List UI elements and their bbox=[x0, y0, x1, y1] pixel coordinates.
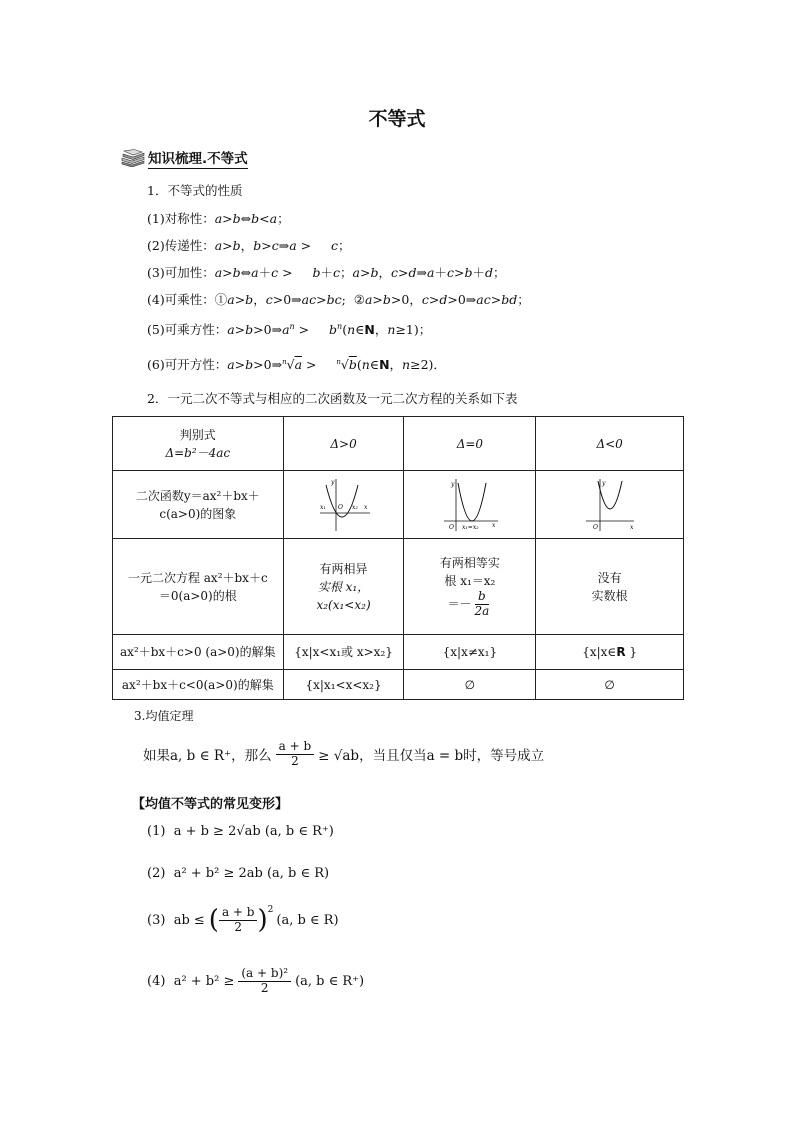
cell-less-none: ∅ bbox=[536, 670, 684, 700]
cell-graph-two-roots bbox=[283, 471, 404, 539]
prop-additive: (3)可加性：a>b⇔a＋c > b＋c；a>b，c>d⇒a＋c>b＋d； bbox=[147, 265, 506, 280]
table-row-roots bbox=[113, 539, 684, 635]
section-heading bbox=[120, 147, 248, 169]
svg-text:O: O bbox=[337, 503, 343, 511]
cell-equal-roots: 有两相等实 根 x₁＝x₂ ＝－ $\frac{b}{2a}$ bbox=[404, 539, 536, 635]
cell-greater-two: {x|x<x₁或 x>x₂} bbox=[283, 635, 404, 670]
cell-discriminant: 判别式 Δ=b²－4ac bbox=[113, 417, 284, 471]
prop-transitive: (2)传递性：a>b，b>c⇒a > c； bbox=[147, 238, 351, 253]
cell-no-real-roots: 没有 实数根 bbox=[536, 539, 684, 635]
variant-2: (2) a² + b² ≥ 2ab (a, b ∈ R) bbox=[147, 866, 330, 881]
svg-text:x: x bbox=[363, 503, 367, 511]
cell-roots-label: 一元二次方程 ax²＋bx＋c ＝0(a>0)的根 bbox=[113, 539, 284, 635]
variant-3: (3) ab ≤ ( $\frac{a + b}{2}$ ) $^2$ (a, b ∈ R) bbox=[147, 904, 339, 935]
table-row-less bbox=[113, 670, 684, 700]
table-row-header bbox=[113, 417, 684, 471]
variant-4: (4) a² + b² ≥ $\frac{\text{(a + b)²}}{2}$ (a, b ∈ R⁺) bbox=[147, 966, 365, 995]
prop-root: (6)可开方性：a>b>0⇒$^n$√a > $^n$√b(n∈N，n≥2)． bbox=[147, 357, 446, 372]
variants-heading: 【均值不等式的常见变形】 bbox=[132, 797, 289, 812]
parabola-no-root-graph bbox=[582, 477, 638, 533]
cell-delta-positive: Δ>0 bbox=[283, 417, 404, 471]
prop-multiplicative: (4)可乘性：①a>b，c>0⇒ac>bc; ②a>b>0，c>d>0⇒ac>bd； bbox=[147, 292, 530, 307]
cell-greater-none: {x|x∈R } bbox=[536, 635, 684, 670]
prop-power: (5)可乘方性：$a>b>0\Rightarrow a^n$ > $b^n(n\in N$，n≥1)； bbox=[147, 321, 432, 337]
cell-less-two: {x|x₁<x<x₂} bbox=[283, 670, 404, 700]
page-title: 不等式 bbox=[368, 108, 426, 130]
cell-greater-label: ax²＋bx＋c>0 (a>0)的解集 bbox=[113, 635, 284, 670]
cell-delta-negative: Δ<0 bbox=[536, 417, 684, 471]
cell-graph-one-root bbox=[404, 471, 536, 539]
cell-less-label: ax²＋bx＋c<0(a>0)的解集 bbox=[113, 670, 284, 700]
cell-graph-label: 二次函数y＝ax²＋bx＋ c(a>0)的图象 bbox=[113, 471, 284, 539]
table-row-graphs bbox=[113, 471, 684, 539]
svg-text:y: y bbox=[450, 480, 455, 488]
cell-graph-no-root bbox=[536, 471, 684, 539]
section-label: 知识梳理.不等式 bbox=[148, 147, 248, 169]
variant-1: (1) a + b ≥ 2√ab (a, b ∈ R⁺) bbox=[147, 824, 334, 839]
svg-text:y: y bbox=[601, 479, 606, 487]
svg-text:O: O bbox=[448, 523, 454, 531]
table-row-greater bbox=[113, 635, 684, 670]
sec1-heading: 1．不等式的性质 bbox=[147, 183, 243, 198]
cell-two-distinct-roots: 有两相异 实根 x₁， x₂(x₁<x₂) bbox=[283, 539, 404, 635]
svg-text:x: x bbox=[629, 523, 634, 531]
svg-text:x₂: x₂ bbox=[351, 503, 358, 511]
quadratic-table bbox=[112, 416, 684, 700]
svg-text:O: O bbox=[592, 523, 598, 531]
sec3-heading: 3.均值定理 bbox=[134, 709, 194, 723]
parabola-one-root-graph bbox=[440, 477, 500, 533]
svg-text:x₁: x₁ bbox=[319, 503, 326, 511]
svg-text:x₁=x₂: x₁=x₂ bbox=[461, 523, 479, 531]
svg-text:y: y bbox=[330, 478, 334, 486]
cell-delta-zero: Δ=0 bbox=[404, 417, 536, 471]
sec2-heading: 2．一元二次不等式与相应的二次函数及一元二次方程的关系如下表 bbox=[147, 391, 518, 406]
mean-theorem: 如果a, b ∈ R⁺，那么 $\frac{a + b}{2}$ ≥ √ab，当且仅当a = b时，等号成立 bbox=[143, 739, 545, 768]
prop-symmetric: (1)对称性：a>b⇔b<a； bbox=[147, 211, 290, 226]
cell-less-one: ∅ bbox=[404, 670, 536, 700]
cell-greater-one: {x|x≠x₁} bbox=[404, 635, 536, 670]
books-icon bbox=[120, 149, 146, 167]
parabola-two-roots-graph bbox=[316, 477, 372, 533]
svg-text:x: x bbox=[491, 521, 496, 529]
